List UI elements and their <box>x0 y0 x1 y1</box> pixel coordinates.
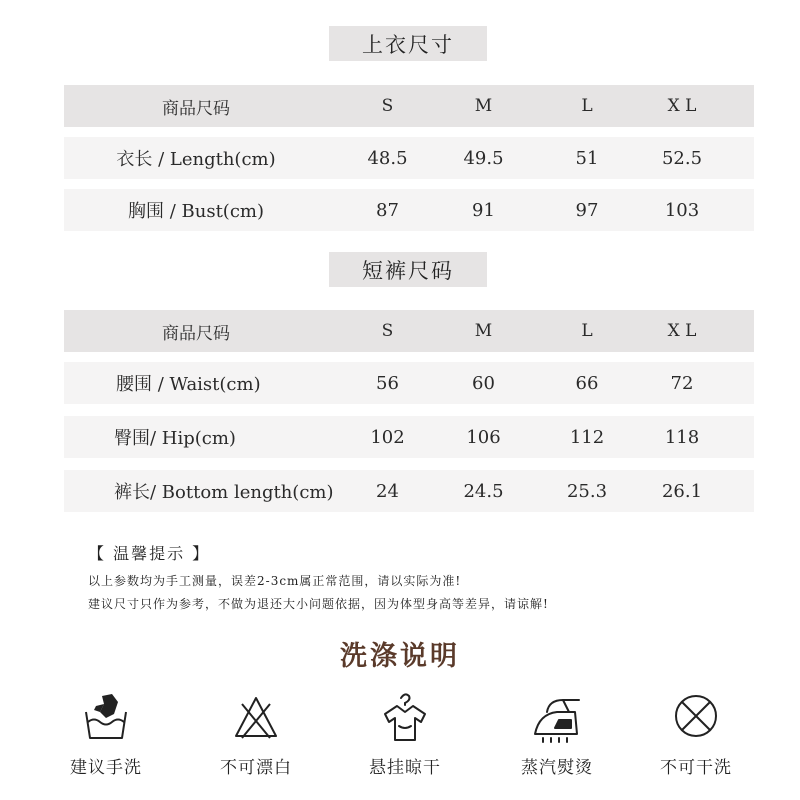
tips-line-1: 以上参数均为手工测量，误差2-3cm属正常范围，请以实际为准! <box>88 574 462 588</box>
value-l: 51 <box>575 147 599 169</box>
value-s: 102 <box>370 426 405 448</box>
top-size-title: 上衣尺寸 <box>329 26 487 61</box>
hang-dry-icon <box>377 690 433 746</box>
row-label: 臀围/ Hip(cm) <box>114 428 236 449</box>
value-s: 87 <box>376 199 399 221</box>
top-size-header-row <box>64 85 754 127</box>
header-size-xl: X L <box>667 96 697 116</box>
table-row-length <box>64 137 754 179</box>
care-label: 悬挂晾干 <box>369 758 441 778</box>
care-item-steam-iron <box>497 690 617 778</box>
care-item-hand-wash <box>46 690 166 778</box>
steam-iron-icon <box>529 690 585 746</box>
care-label: 建议手洗 <box>70 758 142 778</box>
value-l: 25.3 <box>566 480 608 502</box>
value-s: 48.5 <box>367 147 408 169</box>
header-size-label: 商品尺码 <box>162 323 230 344</box>
care-item-hang-dry <box>345 690 465 778</box>
value-m: 106 <box>466 426 501 448</box>
row-label: 胸围 / Bust(cm) <box>128 201 264 222</box>
care-item-no-dry-clean <box>636 690 756 778</box>
row-label: 裤长/ Bottom length(cm) <box>114 482 334 503</box>
value-l: 66 <box>575 372 599 394</box>
table-row-hip <box>64 416 754 458</box>
value-m: 24.5 <box>463 480 504 502</box>
value-s: 56 <box>376 372 399 394</box>
value-m: 60 <box>472 372 495 394</box>
bottom-size-title: 短裤尺码 <box>329 252 487 287</box>
value-m: 91 <box>472 199 495 221</box>
care-item-no-bleach <box>196 690 316 778</box>
header-size-l: L <box>581 96 593 116</box>
header-size-m: M <box>474 96 493 116</box>
value-m: 49.5 <box>463 147 504 169</box>
tips-title: 【 温馨提示 】 <box>88 544 211 563</box>
table-row-waist <box>64 362 754 404</box>
value-l: 97 <box>575 199 599 221</box>
hand-wash-icon <box>78 690 134 746</box>
table-row-bottom-length <box>64 470 754 512</box>
value-xl: 103 <box>664 199 700 221</box>
row-label: 腰围 / Waist(cm) <box>116 374 261 395</box>
value-xl: 118 <box>664 426 700 448</box>
care-label: 蒸汽熨烫 <box>521 758 593 778</box>
care-label: 不可漂白 <box>220 758 292 778</box>
row-label: 衣长 / Length(cm) <box>116 149 276 170</box>
wash-instructions-title: 洗涤说明 <box>340 641 460 672</box>
value-xl: 72 <box>670 372 694 394</box>
header-size-s: S <box>381 321 394 341</box>
value-s: 24 <box>376 480 399 502</box>
header-size-xl: X L <box>667 321 697 341</box>
header-size-l: L <box>581 321 593 341</box>
value-xl: 26.1 <box>661 480 703 502</box>
tips-line-2: 建议尺寸只作为参考，不做为退还大小问题依据，因为体型身高等差异，请谅解! <box>88 597 549 611</box>
no-dry-clean-icon <box>668 690 724 746</box>
bottom-size-header-row <box>64 310 754 352</box>
value-l: 112 <box>569 426 605 448</box>
value-xl: 52.5 <box>661 147 703 169</box>
care-label: 不可干洗 <box>660 758 732 778</box>
no-bleach-icon <box>228 690 284 746</box>
header-size-m: M <box>474 321 493 341</box>
header-size-label: 商品尺码 <box>162 98 230 119</box>
table-row-bust <box>64 189 754 231</box>
header-size-s: S <box>381 96 394 116</box>
